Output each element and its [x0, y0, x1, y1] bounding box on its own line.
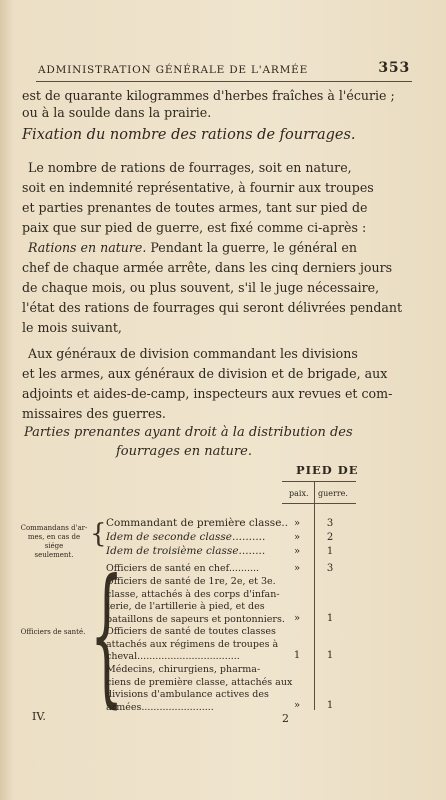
header-rule	[36, 81, 412, 82]
text-line: adjoints et aides-de-camp, inspecteurs aux revues et com-	[22, 386, 393, 401]
table-title: Parties prenantes ayant droit à la distribution des	[24, 425, 353, 440]
column-divider	[314, 482, 315, 710]
text-line: ou à la soulde dans la prairie.	[22, 105, 212, 120]
cell-paix: »	[293, 518, 301, 529]
cell-paix: »	[293, 613, 301, 624]
table-rule	[282, 503, 356, 504]
text-line: paix que sur pied de guerre, est fixé comme ci-après :	[22, 220, 367, 235]
cell-guerre: 1	[326, 650, 334, 661]
table-row	[106, 664, 292, 714]
row-label: Médecins, chirurgiens, pharma-	[106, 664, 261, 675]
table-row	[106, 563, 292, 574]
table-row	[106, 545, 292, 557]
row-label: Idem de seconde classe..........	[106, 531, 266, 543]
text-line: de chaque mois, ou plus souvent, s'il le juge nécessaire,	[22, 280, 380, 295]
brace-glyph: {	[90, 519, 107, 549]
brace-glyph: {	[90, 548, 124, 722]
row-label: Officiers de santé en chef..........	[106, 563, 260, 574]
text-line: Aux généraux de division commandant les divisions	[28, 346, 358, 361]
table-title: fourrages en nature.	[116, 444, 252, 459]
row-label: classe, attachés à des corps d'infan-	[106, 588, 280, 600]
cell-guerre: 1	[326, 700, 334, 711]
section-heading: Fixation du nombre des rations de fourrages.	[22, 127, 356, 143]
row-label: Idem de troisième classe........	[106, 545, 266, 557]
row-label: ciens de première classe, attachés aux	[106, 676, 293, 688]
row-label: armées........................	[106, 701, 214, 713]
group-label-commandants	[18, 524, 90, 560]
table-row	[106, 626, 292, 664]
group-label-officiers: Officiers de santé.	[20, 628, 86, 636]
text-line: le mois suivant,	[22, 320, 122, 335]
row-label: attachés aux régimens de troupes à	[106, 638, 279, 650]
table-row	[106, 531, 292, 543]
text-line: est de quarante kilogrammes d'herbes fraîches à l'écurie ;	[22, 88, 395, 103]
rations-lead: Rations en nature.	[28, 240, 147, 255]
text-line: chef de chaque armée arrête, dans les cinq derniers jours	[22, 260, 393, 275]
text-line: et parties prenantes de toutes armes, tant sur pied de	[22, 200, 368, 215]
text-line: l'état des rations de fourrages qui seront délivrées pendant	[22, 300, 403, 315]
gathering-mark: 2	[282, 712, 289, 725]
row-label: divisions d'ambulance actives des	[106, 689, 269, 700]
column-header-paix: paix.	[289, 489, 309, 498]
text-line: missaires des guerres.	[22, 406, 166, 421]
signature-mark: IV.	[32, 710, 46, 723]
column-group-header: PIED DE	[296, 463, 359, 477]
label-line: seulement.	[34, 551, 74, 559]
text-line: et les armes, aux généraux de division et de brigade, aux	[22, 366, 388, 381]
label-line: mes, en cas de siége	[27, 533, 81, 550]
running-header	[38, 60, 410, 80]
row-label: Commandant de première classe..	[106, 517, 289, 529]
text-line	[28, 240, 357, 255]
table-row	[106, 517, 292, 529]
table-rule	[282, 481, 356, 482]
cell-paix: »	[293, 700, 301, 711]
cell-paix: »	[293, 532, 301, 543]
cell-guerre: 2	[326, 532, 334, 543]
running-title: ADMINISTRATION GÉNÉRALE DE L'ARMÉE	[38, 64, 309, 76]
row-label: Officiers de santé de 1re, 2e, et 3e.	[106, 576, 276, 587]
cell-guerre: 1	[326, 546, 334, 557]
page-number: 353	[378, 60, 410, 76]
label-line: Commandans d'ar-	[20, 524, 88, 532]
cell-guerre: 3	[326, 518, 334, 529]
cell-paix: 1	[293, 650, 301, 661]
row-label: terie, de l'artillerie à pied, et des	[106, 601, 265, 612]
row-label: cheval..................................	[106, 651, 240, 662]
table-row	[106, 576, 292, 626]
column-header-guerre: guerre.	[318, 489, 348, 498]
rations-rest: Pendant la guerre, le général en	[146, 240, 357, 255]
cell-guerre: 3	[326, 563, 334, 574]
text-line: soit en indemnité représentative, à fournir aux troupes	[22, 180, 374, 195]
cell-paix: »	[293, 546, 301, 557]
cell-paix: »	[293, 563, 301, 574]
row-label: bataillons de sapeurs et pontonniers.	[106, 613, 285, 625]
row-label: Officiers de santé de toutes classes	[106, 626, 276, 637]
cell-guerre: 1	[326, 613, 334, 624]
text-line: Le nombre de rations de fourrages, soit en nature,	[28, 160, 352, 175]
